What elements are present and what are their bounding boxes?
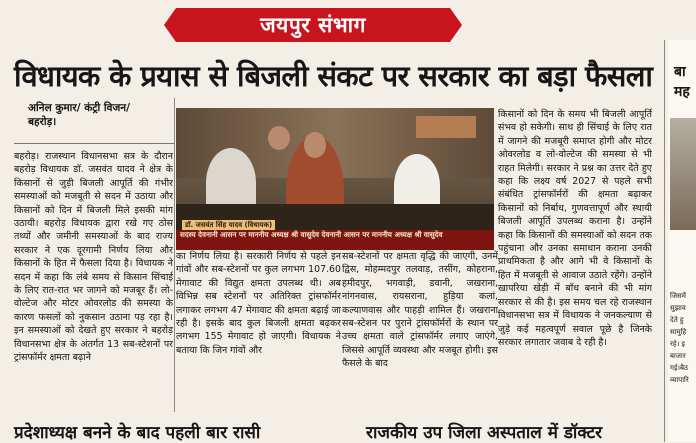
bottom-headline-right: राजकीय उप जिला अस्पताल में डॉक्टर xyxy=(366,423,603,443)
photo-caption-name: डॉ. जसवंत सिंह यादव (विधायक) xyxy=(182,220,275,231)
article-column-3: सब-स्टेशनों पर क्षमता वृद्धि की जाएगी, उनमें द्विस, मोहम्मदपुर तलवाड़, तसींग, कोहराना, हमीदपुर, भगवाड़ी, डवानी, जखराना, नांगनवास, रायसराना, हुड़िया कलां, कल्याणवास और पाहड़ी शामिल हैं। जखराना सब-स्टेशन पर पुराने ट्रांसफॉर्मरों के स्थान पर उच्च क्षमता वाले ट्रांसफॉर्मर लगाए जाएंगे, जिससे आपूर्ति व्यवस्था और मजबूत होगी। इस फैसले के बाद xyxy=(342,251,498,370)
bottom-headline-left: प्रदेशाध्यक्ष बनने के बाद पहली बार रासी xyxy=(14,423,261,443)
headline: विधायक के प्रयास से बिजली संकट पर सरकार का बड़ा फैसला xyxy=(14,59,653,93)
article-column-4: किसानों को दिन के समय भी बिजली आपूर्ति संभव हो सकेगी। साथ ही सिंचाई के लिए रात में जागने की मजबूरी समाप्त होगी और मोटर ओवरलोड व लो-वोल्टेज की समस्या से भी राहत मिलेगी। सरकार ने प्रश्न का उत्तर देते हुए कहा कि लक्ष्य वर्ष 2027 से पहले सभी संबंधित ट्रांसफॉर्मरों की क्षमता बढ़ाकर किसानों को निर्बाध, गुणवत्तापूर्ण और स्थायी बिजली आपूर्ति उपलब्ध कराना है। उन्होंने कहा कि किसानों की समस्याओं को सदन तक पहुंचाना और उनका समाधान कराना उनकी प्राथमिकता है और आगे भी वे किसानों के हित में मजबूती से आवाज उठाते रहेंगे। उन्होंने खापरिया खेड़ी में बाँध बनाने की भी मांग सरकार से की है। इस समय चल रहे राजस्थान विधानसभा सत्र में विधायक ने जनकल्याण से जुड़े कई महत्वपूर्ण सवाल पूछे है जिनके सरकार लगातार जवाब दे रही है। xyxy=(498,109,652,348)
article-photo xyxy=(176,108,494,250)
byline: अनिल कुमार/ कंट्री विजन/ बहरोड़। xyxy=(28,102,130,128)
photo-person-back-head xyxy=(268,126,290,150)
article-column-2: का निर्णय लिया है। सरकारी निर्णय से पहले इन गांवों और सब-स्टेशनों पर कुल लगभग 107.60 मेगावाट की विद्युत क्षमता उपलब्ध थी। अब विभिन्न सब स्टेशनों पर अतिरिक्त ट्रांसफॉर्मर लगाकर लगभग 47 मेगावाट की क्षमता बढ़ाई जा रही है। इसके बाद कुल बिजली क्षमता बढ़कर लगभग 155 मेगावाट हो जाएगी। विधायक ने बताया कि जिन गांवों और xyxy=(176,251,341,356)
column-divider xyxy=(174,98,175,412)
adjacent-article-strip xyxy=(668,40,696,442)
adjacent-text: जिसमें सुझाव देते हु सामुहि रहे। इ बाजार गई।बैठ व्यापारि xyxy=(670,292,689,384)
section-banner: जयपुर संभाग xyxy=(176,8,450,42)
article-column-1: बहरोड़। राजस्थान विधानसभा सत्र के दौरान बहरोड़ विधायक डॉ. जसवंत यादव ने क्षेत्र के किसानों से जुड़ी बिजली आपूर्ति की गंभीर समस्याओं को मजबूती से सदन में उठाया और किसानों को दिन में बिजली मिले इसकी मांग उठायी। बहरोड़ विधायक द्वारा रखे गए ठोस तथ्यों और जमीनी समस्याओं के बाद राज्य सरकार ने एक दूरगामी निर्णय लिया और किसानों के हित में फैसला दिया है। विधायक ने सदन में कहा कि लंबे समय से किसान सिंचाई के लिए रात-रात भर जागने को मजबूर हैं। लो-वोल्टेज और मोटर ओवरलोड की समस्या के कारण फसलों को नुकसान उठाना पड़ रहा है। इन समस्याओं को देखते हुए सरकार ने बहरोड़ विधानसभा क्षेत्र के अंतर्गत 13 सब-स्टेशनों पर ट्रांसफॉर्मर क्षमता बढ़ाने xyxy=(14,151,173,364)
photo-screen xyxy=(416,116,476,138)
page-divider xyxy=(664,40,665,442)
photo-caption-ticker: सदस्य देवनानी आसन पर माननीय अध्यक्ष श्री वासुदेव देवनानी आसन पर माननीय अध्यक्ष श्री वासुदेव xyxy=(176,230,494,250)
photo-speaker-head xyxy=(304,132,326,158)
adjacent-photo xyxy=(670,118,696,230)
adjacent-headline: बा मह xyxy=(674,64,690,100)
byline-rule xyxy=(14,143,174,144)
